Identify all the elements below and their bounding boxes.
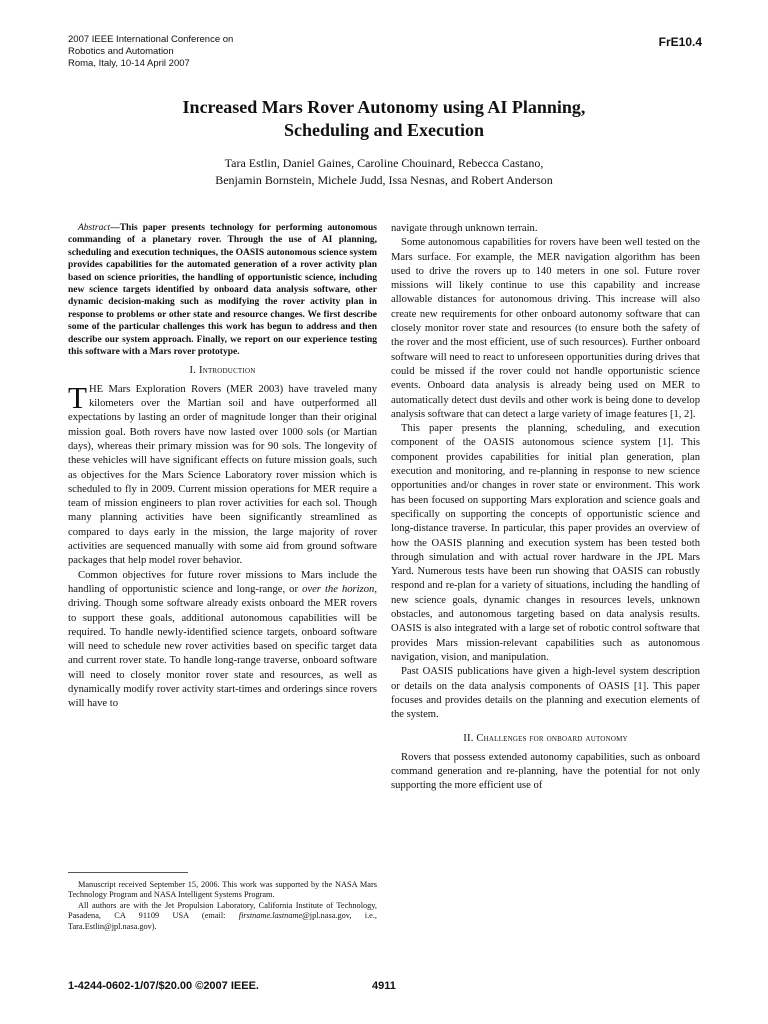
body-paragraph-d: Rovers that possess extended autonomy capabilities, such as onboard command generation and re-planning, have the potential for not only supporting the more efficient use of (391, 751, 700, 792)
right-column (391, 222, 700, 794)
section-heading-introduction: I. Introduction (189, 365, 256, 377)
author-list (60, 155, 708, 189)
intro-paragraph-2-emphasis: over the horizon (302, 583, 375, 595)
footnote-affiliation (68, 901, 377, 932)
conference-line: Roma, Italy, 10-14 April 2007 (68, 58, 190, 69)
session-code: FrE10.4 (658, 35, 702, 49)
continuation-paragraph: navigate through unknown terrain. (391, 223, 538, 234)
title-line: Scheduling and Execution (283, 120, 485, 140)
intro-paragraph-1-text: HE Mars Exploration Rovers (MER 2003) have traveled many kilometers over the Martian soil and have outperformed all expectations by lasting an order of magnitude longer than their original mission goal. Both rovers have now lasted over 1000 sols (or Martian days), whereas their primary mission was for 90 sols. The longevity of these vehicles will have significant effects on future mission goals, such as objectives for the Mars Science Laboratory rover mission which is scheduled to fly in 2009. Current mission operations for MER require a team of mission engineers to plan rover activities for each sol. Though many planning activities have been significantly streamlined as compared to days early in the mission, the large majority of rover activities are sequenced manually with some aid from ground software packages that help model rover behavior. (68, 383, 377, 567)
footnote-affiliation-text-a: All authors are with the Jet Propulsion Laboratory, California Institute of Technology, Pasadena, CA 91109 USA (email: (68, 900, 377, 921)
body-paragraph-c: Past OASIS publications have given a high-level system description or details on the data analysis components of OASIS [1]. This paper focuses and provides details on the planning and execution elements of the system. (391, 666, 700, 721)
footnote-manuscript: Manuscript received September 15, 2006. This work was supported by the NASA Mars Technology Program and NASA Intelligent Systems Program. (68, 880, 377, 900)
body-paragraph-a: Some autonomous capabilities for rovers have been well tested on the Mars surface. For example, the MER navigation algorithm has been used to drive the rovers up to 140 meters in one sol. Future rover missions will likely continue to use this capability and increase allowable distances for autonomous driving. This increase will also create new requirements for other onboard autonomy software that can closely monitor rover state and resources (to ensure both the safety of the rover and the most efficient, use of such resources). Further onboard software will need to react to unforeseen opportunities during drives that could be missed if the rover could not handle opportunistic science events. Onboard data analysis is already being used on MER to automatically detect dust devils and other work is being done to develop analysis software that can detect a large variety of image features [1, 2]. (391, 237, 700, 420)
abstract-label: Abstract (78, 223, 111, 233)
paper-title (60, 96, 708, 142)
section-heading-challenges: II. Challenges for onboard autonomy (463, 733, 628, 745)
left-column (68, 222, 377, 712)
author-line: Tara Estlin, Daniel Gaines, Caroline Chouinard, Rebecca Castano, (224, 156, 544, 170)
title-line: Increased Mars Rover Autonomy using AI Planning, (182, 97, 586, 117)
author-line: Benjamin Bornstein, Michele Judd, Issa Nesnas, and Robert Anderson (215, 173, 553, 187)
body-paragraph-b: This paper presents the planning, scheduling, and execution component of the OASIS autonomous science system [1]. This component provides capabilities for initial plan generation, plan execution and monitoring, and re-planning in response to new science opportunities and/or changes in rover state or environment. This work has been focused on supporting Mars exploration and science goals and specifically on supporting the concepts of opportunistic science and long-distance traverse. In particular, this paper provides an overview of how the OASIS planning and execution system has been tested both through simulation and with actual rover hardware in the JPL Mars Yard. Numerous tests have been run showing that OASIS can robustly respond and re-plan for a variety of situations, including the handling of new science goals, dynamic changes in resources levels, unknown obstacles, and autonomous targeting based on data analysis results. OASIS is also integrated with a large set of robotic control software that provides Mars mission-relevant capabilities such as autonomous navigation, vision, and manipulation. (391, 423, 700, 663)
page-number: 4911 (372, 980, 396, 992)
intro-paragraph-1 (68, 379, 377, 569)
abstract-text: —This paper presents technology for performing autonomous commanding of a planetary rover. Through the use of AI planning, scheduling and execution techniques, the OASIS autonomous science system provides capabilities for the automated generation of a rover activity plan based on science priorities, the handling of opportunistic science, including new science targets identified by onboard data analysis software, other dynamic decision-making such as modifying the rover activity plan in response to problems or other state and resource changes. We first describe some of the particular challenges this work has begun to address and then describe our system approach. Finally, we report on our experience testing this software with a Mars rover prototype. (68, 223, 377, 358)
footnote-affiliation-text-b: @jpl.nasa.gov, i.e., Tara.Estlin@jpl.nasa.gov). (68, 911, 377, 931)
drop-cap: T (68, 379, 87, 415)
conference-line: Robotics and Automation (68, 46, 174, 57)
intro-paragraph-2 (68, 569, 377, 712)
footnote-divider (68, 872, 188, 873)
intro-paragraph-2-text-a: Common objectives for future rover missions to Mars include the handling of opportunistic science and long-range, or (68, 569, 377, 595)
footnote (68, 880, 377, 932)
conference-line: 2007 IEEE International Conference on (68, 34, 234, 45)
footnote-email-template: firstname.lastname (238, 911, 303, 921)
intro-paragraph-2-text-b: , driving. Though some software already exists onboard the MER rovers to support these goals, additional autonomous capabilities will be required. To handle newly-identified science targets, onboard software will need to schedule new rover activities based on specific target data and current rover state. To handle long-range traverse, onboard software will need to closely monitor rover state and resources, as well as dynamically modify rover activity start-times and orderings since rovers will have to (68, 583, 377, 710)
abstract (68, 222, 377, 358)
conference-header (68, 34, 328, 70)
copyright-notice: 1-4244-0602-1/07/$20.00 ©2007 IEEE. (68, 980, 259, 992)
